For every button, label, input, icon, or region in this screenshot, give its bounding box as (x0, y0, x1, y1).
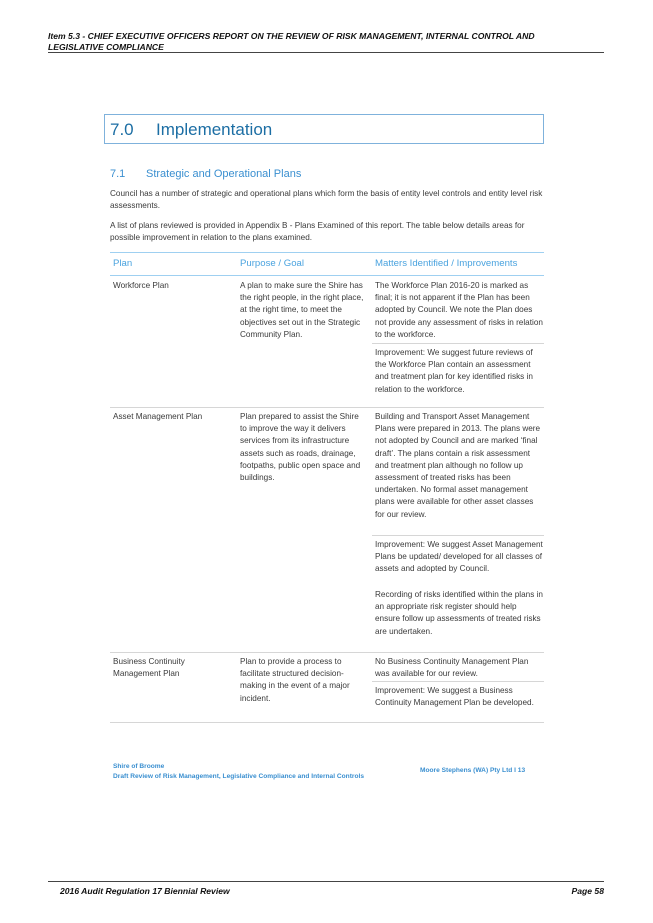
page-number: Page 58 (571, 886, 604, 896)
table-header-purpose: Purpose / Goal (240, 258, 304, 269)
cell-divider (372, 535, 544, 536)
row-divider (110, 652, 544, 653)
table-row-bcm-purpose: Plan to provide a process to facilitate structured decision-making in the event of a major incident. (240, 657, 350, 703)
table-row-asset-matter-1: Building and Transport Asset Management Plans were prepared in 2013. The plans were not adopted by Council and are marked ‘final draft’. The plans contain a risk assessment and treatment plan although no follow up assessment of treated risks has been undertaken. No formal asset management plans were available for other asset classes for our review. (375, 412, 541, 519)
table-row-asset-matter-3: Recording of risks identified within the plans in an appropriate risk register should help ensure follow up assessments of treated risks are undertaken. (375, 590, 543, 636)
section-title: Implementation (156, 120, 273, 139)
subsection-number: 7.1 (110, 168, 126, 180)
plans-list-paragraph: A list of plans reviewed is provided in Appendix B - Plans Examined of this report. The table below details areas for possible improvement in relation to the plans examined. (110, 221, 525, 243)
subsection-title: Strategic and Operational Plans (146, 168, 302, 180)
table-row-asset-plan: Asset Management Plan (113, 412, 203, 421)
agenda-item-header-line1: Item 5.3 - CHIEF EXECUTIVE OFFICERS REPORT ON THE REVIEW OF RISK MANAGEMENT, INTERNAL CONTROL AND (48, 31, 535, 41)
cell-divider (372, 681, 544, 682)
section-heading-box (104, 114, 544, 144)
row-divider (110, 407, 544, 408)
table-header-rule (110, 275, 544, 276)
table-row-workforce-purpose: A plan to make sure the Shire has the right people, in the right place, at the right time, to meet the objectives set out in the Strategic Community Plan. (240, 281, 364, 339)
agenda-item-header-line2: LEGISLATIVE COMPLIANCE (48, 41, 164, 52)
table-row-bcm-matter-1: No Business Continuity Management Plan was available for our review. (375, 657, 529, 679)
table-header-plan: Plan (113, 258, 133, 269)
table-row-workforce-matter-1: The Workforce Plan 2016-20 is marked as final; it is not apparent if the Plan has been adopted by Council. We note the Plan does not provide any assessment of risks in relation to the workforce. (375, 281, 543, 339)
report-footer-doc: Draft Review of Risk Management, Legislative Compliance and Internal Controls (113, 773, 364, 780)
intro-paragraph: Council has a number of strategic and operational plans which form the basis of entity level controls and entity level risk assessments. (110, 189, 543, 211)
table-bottom-rule (110, 722, 544, 723)
table-header-matters: Matters Identified / Improvements (375, 258, 518, 269)
report-footer-firm: Moore Stephens (WA) Pty Ltd I 13 (420, 767, 526, 774)
page-footer-title: 2016 Audit Regulation 17 Biennial Review (60, 886, 230, 896)
table-row-workforce-plan: Workforce Plan (113, 281, 169, 290)
table-row-bcm-plan: Business Continuity Management Plan (113, 657, 185, 679)
agenda-item-header (48, 31, 604, 52)
report-footer-org: Shire of Broome (113, 763, 165, 770)
report-footer-left (113, 762, 364, 782)
section-number: 7.0 (110, 120, 134, 139)
page-footer-divider (48, 881, 604, 882)
table-top-rule (110, 252, 544, 253)
header-divider (48, 52, 604, 53)
cell-divider (372, 343, 544, 344)
table-row-asset-matter-2: Improvement: We suggest Asset Management Plans be updated/ developed for all classes of assets and adopted by Council. (375, 540, 543, 574)
table-row-workforce-matter-2: Improvement: We suggest future reviews of the Workforce Plan contain an assessment and treatment plan for key identified risks in relation to the workforce. (375, 348, 533, 394)
table-row-asset-purpose: Plan prepared to assist the Shire to improve the way it delivers services from its infrastructure assets such as roads, drainage, footpaths, public open space and buildings. (240, 412, 361, 483)
table-row-bcm-matter-2: Improvement: We suggest a Business Continuity Management Plan be developed. (375, 686, 534, 708)
